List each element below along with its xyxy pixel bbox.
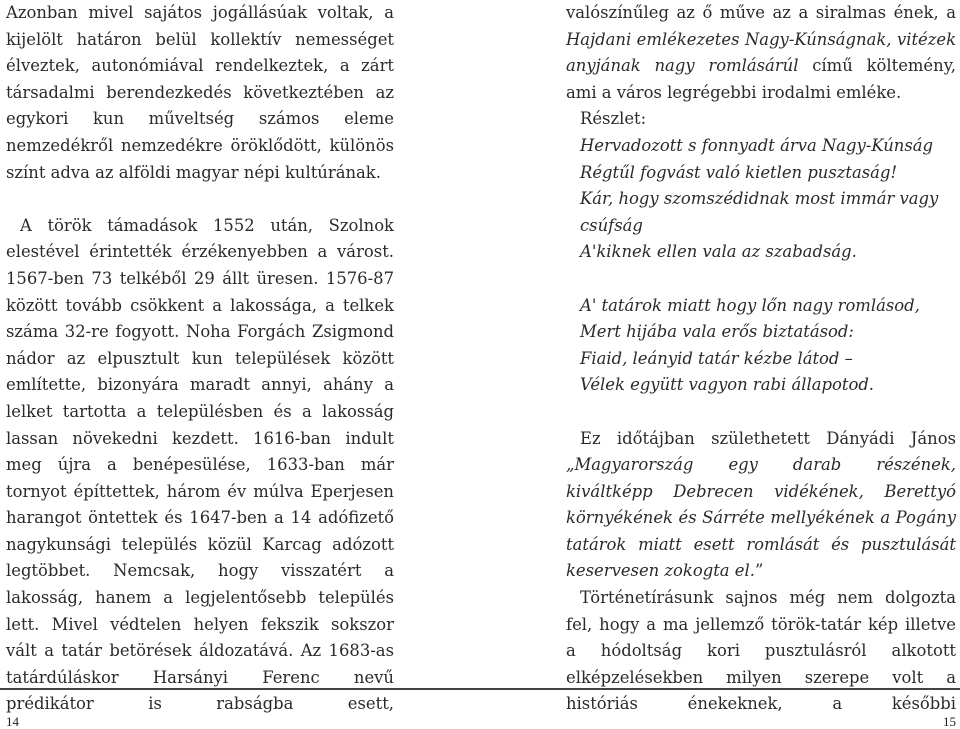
closing-quote: ”: [754, 561, 764, 581]
right-paragraph-1-text-b: című költemény, ami a város legrégebbi irodalmi emléke.: [566, 56, 956, 102]
verse-line: Mert hijába vala erős biztatásod:: [580, 322, 854, 342]
quoted-title: „Magyarország egy darab részének, kiváltképp Debrecen vidékének, Berettyó környékének és Sárréte mellyékének a Pogány tatárok miatt esett romlását és pusztulását keservesen zokogta el.: [566, 455, 956, 581]
verse-line: Fiaid, leányid tatár kézbe látod –: [580, 348, 853, 368]
left-paragraph-2: A török támadások 1552 után, Szolnok elestével érintették érzékenyebben a várost. 1567-ben 73 telkéből 29 állt üresen. 1576-87 között tovább csökkent a lakossága, a telkek száma 32-re fogyott. Noha Forgách Zsigmond nádor az elpusztult kun települések között említette, bizonyára maradt annyi, ahány a lelket tartotta a településben és a lakosság lassan növekedni kezdett. 1616-ban indult meg újra a benépesülése, 1633-ban már tornyot építtettek, három év múlva Eperjesen harangot öntettek és 1647-ben a 14 adófizető nagykunsági település közül Karcag adózott legtöbbet. Nemcsak, hogy visszatért a lakosság, hanem a legjelentősebb település lett. Mivel védtelen helyen fekszik sokszor vált a tatár betörések áldozatává. Az 1683-as tatárdúláskor Harsányi Ferenc nevű prédikátor is rabságba esett,: [6, 215, 394, 714]
poem-title: Hajdani emlékezetes Nagy-Kúnságnak, vitézek anyjának nagy romlásárúl: [566, 29, 956, 76]
stanza-spacer: [566, 266, 956, 293]
right-paragraph-2: [566, 426, 956, 586]
left-paragraph-1: Azonban mivel sajátos jogállásúak voltak, a kijelölt határon belül kollektív nemességet élveztek, autonómiával rendelkeztek, a zárt társadalmi berendezkedés következtében az egykori kun műveltség számos eleme nemzedékről nemzedékre öröklődött, különös színt adva az alföldi magyar népi kultúrának.: [6, 3, 394, 182]
paragraph-spacer: [566, 399, 956, 426]
verse-line: Hervadozott s fonnyadt árva Nagy-Kúnság: [580, 135, 934, 155]
verse-line: A' tatárok miatt hogy lőn nagy romlásod,: [580, 295, 920, 315]
right-paragraph-1: [566, 0, 956, 106]
right-page-column: [566, 0, 956, 718]
poem-stanza-1: [566, 133, 956, 266]
page-number-left: 14: [6, 714, 19, 729]
verse-line: A'kiknek ellen vala az szabadság.: [580, 242, 857, 262]
left-page-column: [6, 0, 394, 718]
excerpt-label: Részlet:: [580, 109, 647, 129]
poem-stanza-2: [566, 293, 956, 399]
verse-line: Vélek együtt vagyon rabi állapotod.: [580, 375, 875, 395]
paragraph-spacer: [6, 186, 394, 213]
verse-line: Kár, hogy szomszédidnak most immár vagy csúfság: [580, 189, 939, 235]
right-paragraph-3: Történetírásunk sajnos még nem dolgozta fel, hogy a ma jellemző török-tatár kép illetve a hódoltság kori pusztulásról alkotott elképzelésekben milyen szerepe volt a históriás énekeknek, a későbbi: [566, 588, 956, 714]
verse-line: Régtűl fogvást való kietlen pusztaság!: [580, 162, 898, 182]
right-paragraph-2-text-a: Ez időtájban születhetett Dányádi János: [580, 428, 956, 448]
page-number-right: 15: [943, 714, 956, 729]
footer-divider: [0, 688, 960, 690]
right-paragraph-1-text-a: valószínűleg az ő műve az a siralmas ének, a: [566, 3, 956, 22]
